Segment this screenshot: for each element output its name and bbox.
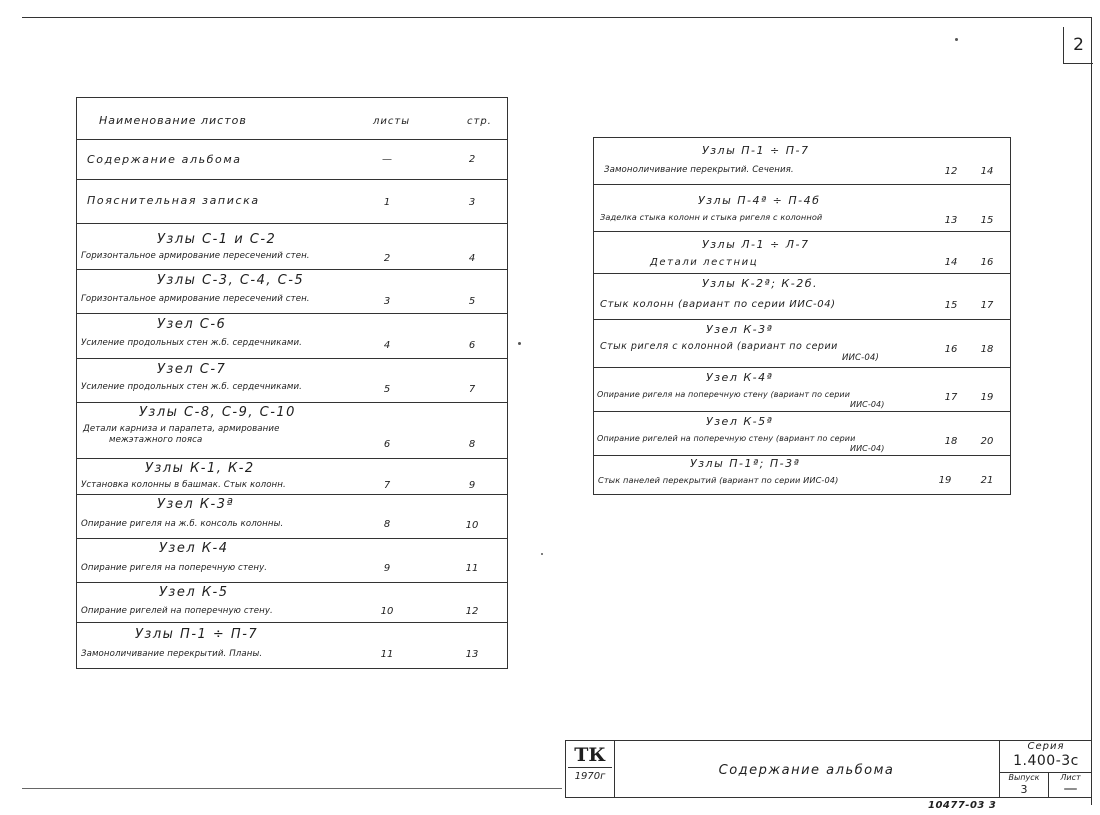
row-sheet: 9 <box>383 563 391 574</box>
row-name: Опирание ригелей на поперечную стену (вариант по серии <box>597 434 856 443</box>
row-name: Стык панелей перекрытий (вариант по серии ИИС-04) <box>598 475 839 485</box>
row-sheet: 6 <box>383 439 391 450</box>
row-sheet: 11 <box>380 649 394 660</box>
table-row <box>77 623 507 668</box>
row-group: Узлы С-8, С-9, С-10 <box>139 405 296 420</box>
series-value: 1.400-3с <box>1000 753 1092 773</box>
row-sheet: 7 <box>383 480 391 491</box>
row-sheet: 8 <box>383 519 391 530</box>
row-sheet: 19 <box>938 475 952 486</box>
row-group: Узлы Л-1 ÷ Л-7 <box>702 238 810 251</box>
table-row <box>594 368 1010 412</box>
table-row <box>77 359 507 403</box>
row-name: Установка колонны в башмак. Стык колонн. <box>81 480 286 490</box>
row-group: Узел К-5ª <box>706 415 774 428</box>
year: 1970г <box>574 771 606 782</box>
table-row <box>77 495 507 539</box>
row-page: 13 <box>465 649 479 660</box>
row-group: Узел С-7 <box>157 362 227 377</box>
row-group: Узлы С-1 и С-2 <box>157 232 277 247</box>
table-row <box>594 274 1010 320</box>
header-sheets: листы <box>373 116 411 127</box>
row-name: Усиление продольных стен ж.б. сердечниками. <box>81 338 302 348</box>
row-sheet: — <box>382 154 392 165</box>
row-name-cont: ИИС-04) <box>842 353 879 363</box>
row-sheet: 5 <box>383 384 391 395</box>
sheet-label: Лист <box>1060 773 1081 782</box>
row-name-cont: ИИС-04) <box>850 400 885 409</box>
row-page: 6 <box>468 340 476 351</box>
row-name: Детали лестниц <box>650 257 759 268</box>
org-code: ТК <box>568 743 612 768</box>
row-sheet: 17 <box>944 392 958 403</box>
row-name: Усиление продольных стен ж.б. сердечниками. <box>81 382 302 392</box>
row-group: Узел С-6 <box>157 317 227 332</box>
scan-speck <box>541 553 543 555</box>
table-row <box>77 403 507 459</box>
row-group: Узел К-3ª <box>157 497 235 512</box>
row-name: Опирание ригелей на поперечную стену. <box>81 606 273 616</box>
row-page: 17 <box>980 300 994 311</box>
row-page: 14 <box>980 166 994 177</box>
row-group: Узлы К-2ª; К-2б. <box>702 277 818 290</box>
row-page: 15 <box>980 215 994 226</box>
row-group: Узлы П-1 ÷ П-7 <box>702 144 810 157</box>
row-page: 5 <box>468 296 476 307</box>
row-sheet: 15 <box>944 300 958 311</box>
row-page: 11 <box>465 563 479 574</box>
row-group: Узлы С-3, С-4, С-5 <box>157 273 305 288</box>
row-page: 19 <box>980 392 994 403</box>
sheet-value: — <box>1063 781 1078 797</box>
row-sheet: 1 <box>383 197 391 208</box>
row-sheet: 10 <box>380 606 394 617</box>
table-row <box>594 412 1010 456</box>
table-row <box>594 232 1010 274</box>
table-row <box>594 185 1010 232</box>
issue-value: 3 <box>1020 783 1028 796</box>
row-page: 2 <box>468 154 476 165</box>
sheet-title: Содержание альбома <box>718 763 895 778</box>
header-name: Наименование листов <box>99 114 247 127</box>
row-sheet: 13 <box>944 215 958 226</box>
org-cell <box>566 741 615 797</box>
table-row <box>77 224 507 270</box>
row-name: Опирание ригеля на поперечную стену (вариант по серии <box>597 390 850 399</box>
row-group: Узлы П-4ª ÷ П-4б <box>698 194 821 207</box>
row-sheet: 16 <box>944 344 958 355</box>
row-page: 12 <box>465 606 479 617</box>
row-sheet: 2 <box>383 253 391 264</box>
scan-speck <box>518 342 521 345</box>
row-page: 8 <box>468 439 476 450</box>
row-name: Стык ригеля с колонной (вариант по серии <box>600 341 838 352</box>
row-group: Узел К-4ª <box>706 371 774 384</box>
row-page: 7 <box>468 384 476 395</box>
row-page: 4 <box>468 253 476 264</box>
row-name: Замоноличивание перекрытий. Планы. <box>81 649 263 659</box>
row-group: Узел К-4 <box>159 541 229 556</box>
row-group: Узел К-3ª <box>706 323 774 336</box>
contents-table-right <box>593 137 1011 495</box>
row-name: Горизонтальное армирование пересечений стен. <box>81 294 310 304</box>
row-name: Горизонтальное армирование пересечений стен. <box>81 251 310 261</box>
row-page: 18 <box>980 344 994 355</box>
table-row <box>594 138 1010 185</box>
row-name: Замоноличивание перекрытий. Сечения. <box>604 165 794 175</box>
row-name: Опирание ригеля на ж.б. консоль колонны. <box>81 519 284 529</box>
table-row <box>77 539 507 583</box>
inventory-number: 10477-03 3 <box>928 800 997 811</box>
row-page: 10 <box>465 520 479 531</box>
header-page: стр. <box>467 116 492 127</box>
table-row <box>77 180 507 224</box>
row-group: Узлы П-1 ÷ П-7 <box>135 627 259 642</box>
table-row <box>77 583 507 623</box>
row-sheet: 3 <box>383 296 391 307</box>
series-label: Серия <box>1027 741 1065 752</box>
row-page: 21 <box>980 475 994 486</box>
row-name: Опирание ригеля на поперечную стену. <box>81 563 268 573</box>
contents-table-left <box>76 97 508 669</box>
page-number: 2 <box>1063 27 1093 64</box>
row-group: Узел К-5 <box>159 585 229 600</box>
row-name: Стык колонн (вариант по серии ИИС-04) <box>600 299 836 310</box>
series-cell <box>999 741 1092 797</box>
row-sheet: 14 <box>944 257 958 268</box>
table-row <box>594 456 1010 494</box>
row-page: 9 <box>468 480 476 491</box>
row-name-cont: межэтажного пояса <box>109 435 203 445</box>
row-group: Узлы П-1ª; П-3ª <box>690 457 801 470</box>
row-page: 20 <box>980 436 994 447</box>
row-page: 16 <box>980 257 994 268</box>
row-name: Содержание альбома <box>87 153 242 166</box>
row-sheet: 18 <box>944 436 958 447</box>
table-row <box>594 320 1010 368</box>
row-name: Пояснительная записка <box>87 194 260 207</box>
table-row <box>77 140 507 180</box>
row-group: Узлы К-1, К-2 <box>145 461 255 476</box>
table-row <box>77 270 507 314</box>
row-name: Детали карниза и парапета, армирование <box>83 424 280 434</box>
table-row <box>77 459 507 495</box>
issue-label: Выпуск <box>1000 773 1049 797</box>
row-name: Заделка стыка колонн и стыка ригеля с колонной <box>600 212 823 222</box>
table-header <box>77 98 507 140</box>
row-sheet: 12 <box>944 166 958 177</box>
row-page: 3 <box>468 197 476 208</box>
row-name-cont: ИИС-04) <box>850 444 885 453</box>
scan-speck <box>955 38 958 41</box>
table-row <box>77 314 507 359</box>
row-sheet: 4 <box>383 340 391 351</box>
title-block <box>565 740 1092 798</box>
sheet-frame-bottom-line <box>22 788 562 789</box>
